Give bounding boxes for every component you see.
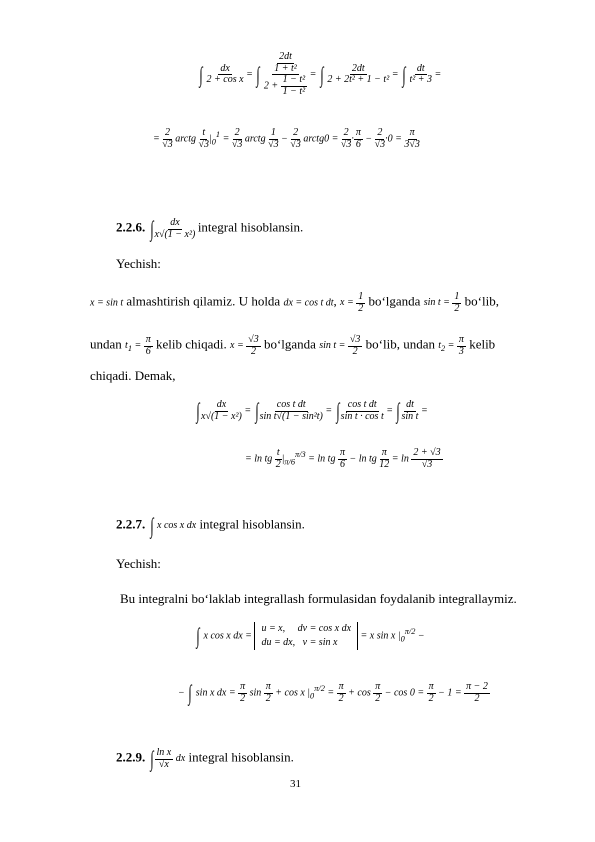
page-number: 31 [290,778,301,790]
problem-number: 2.2.9. [116,749,146,765]
problem-229 [116,748,294,770]
integral-expression: ∫ $\frac{\text{ln x}}{√x}$ dx [149,746,186,771]
integral-expression: ∫ $\frac{dx}{\text{x√(1 − x²)}}$ [149,216,196,241]
solution-label-2: Yechish: [116,556,161,571]
problem-tail: integral hisoblansin. [188,749,294,765]
solution-label-1: Yechish: [116,256,161,271]
integral-expression: ∫ x cos x dx [149,513,197,538]
formula-row-1: ∫ $\frac{dx}{\text{2 + cos x}}$ = ∫ $\frac{2dt}{\text{1 + t²}}$ 2 + $\frac{\text{1 − t²}}{\text{1 − t²}}$ = ∫ $\frac{2dt}{\text{2 + 2t² + 1 − t²}}$ = ∫ $\frac{dt}{\text{t² + 3}}$ = [199,51,442,97]
formula-row-3: ∫ $\frac{dx}{\text{x√(1 − x²)}}$ = ∫ $\frac{\text{cos t dt}}{\text{sin t√(1 − sin²t)}}$ = ∫ $\frac{\text{cos t dt}}{\text{sin t · cos t}}$ = ∫ $\frac{dt}{\text{sin t}}$ = [196,398,428,423]
problem-227 [116,515,305,537]
problem-tail: integral hisoblansin. [199,516,305,532]
text-line-1: x = sin t almashtirish qilamiz. U holda dx = cos t dt, x = $\frac{1}{2}$ bo‘lganda sin t = $\frac{1}{2}$ bo‘lib, [90,291,499,314]
formula-row-4: = ln tg $\frac{t}{2}$ $|_{\pi/6}^{\pi/3} = \ln$ tg $\frac{\pi}{6}$ − ln tg $\frac{\pi}{12}$ = ln $\frac{2 + √3}{√3}$ [245,447,441,470]
text-line-2: undan $t_1$ = $\frac{\pi}{6}$ kelib chiqadi. x = $\frac{√3}{2}$ bo‘lganda sin t = $\frac{√3}{2}$ bo‘lib, undan $t_2$ = $\frac{\pi}{3}$ kelib [90,334,496,357]
problem-tail: integral hisoblansin. [197,219,304,235]
problem-226 [116,218,303,240]
text-line-3: chiqadi. Demak, [90,368,176,383]
intro-text: Bu integralni bo‘laklab integrallash formulasidan foydalanib integrallaymiz. [120,591,517,606]
problem-number: 2.2.7. [116,516,146,532]
problem-number: 2.2.6. [116,219,146,235]
formula-row-5: ∫ x cos x dx = u = x, dv = cos x dx du = dx, v = sin x = x sin x $|_0^{\pi/2}$ − [196,623,425,648]
formula-row-2: = $\frac{2}{√3}$ arctg $\frac{t}{√3}$ $|_0^1$ = $\frac{2}{√3}$ arctg $\frac{1}{√3}$ − $\frac{2}{√3}$ arctg0 = $\frac{2}{√3}$ · $\frac{\pi}{6}$ − $\frac{2}{√3}$ ·0 = $\frac{\pi}{3√3}$ [153,127,420,150]
formula-row-6: − ∫ sin x dx = $\frac{\pi}{2}$ sin $\frac{\pi}{2}$ + cos x $|_0^{\pi/2}$ = $\frac{\pi}{2}$ + cos $\frac{\pi}{2}$ − cos 0 = $\frac{\pi}{2}$ − 1 = $\frac{\pi - 2}{2}$ [178,680,488,705]
